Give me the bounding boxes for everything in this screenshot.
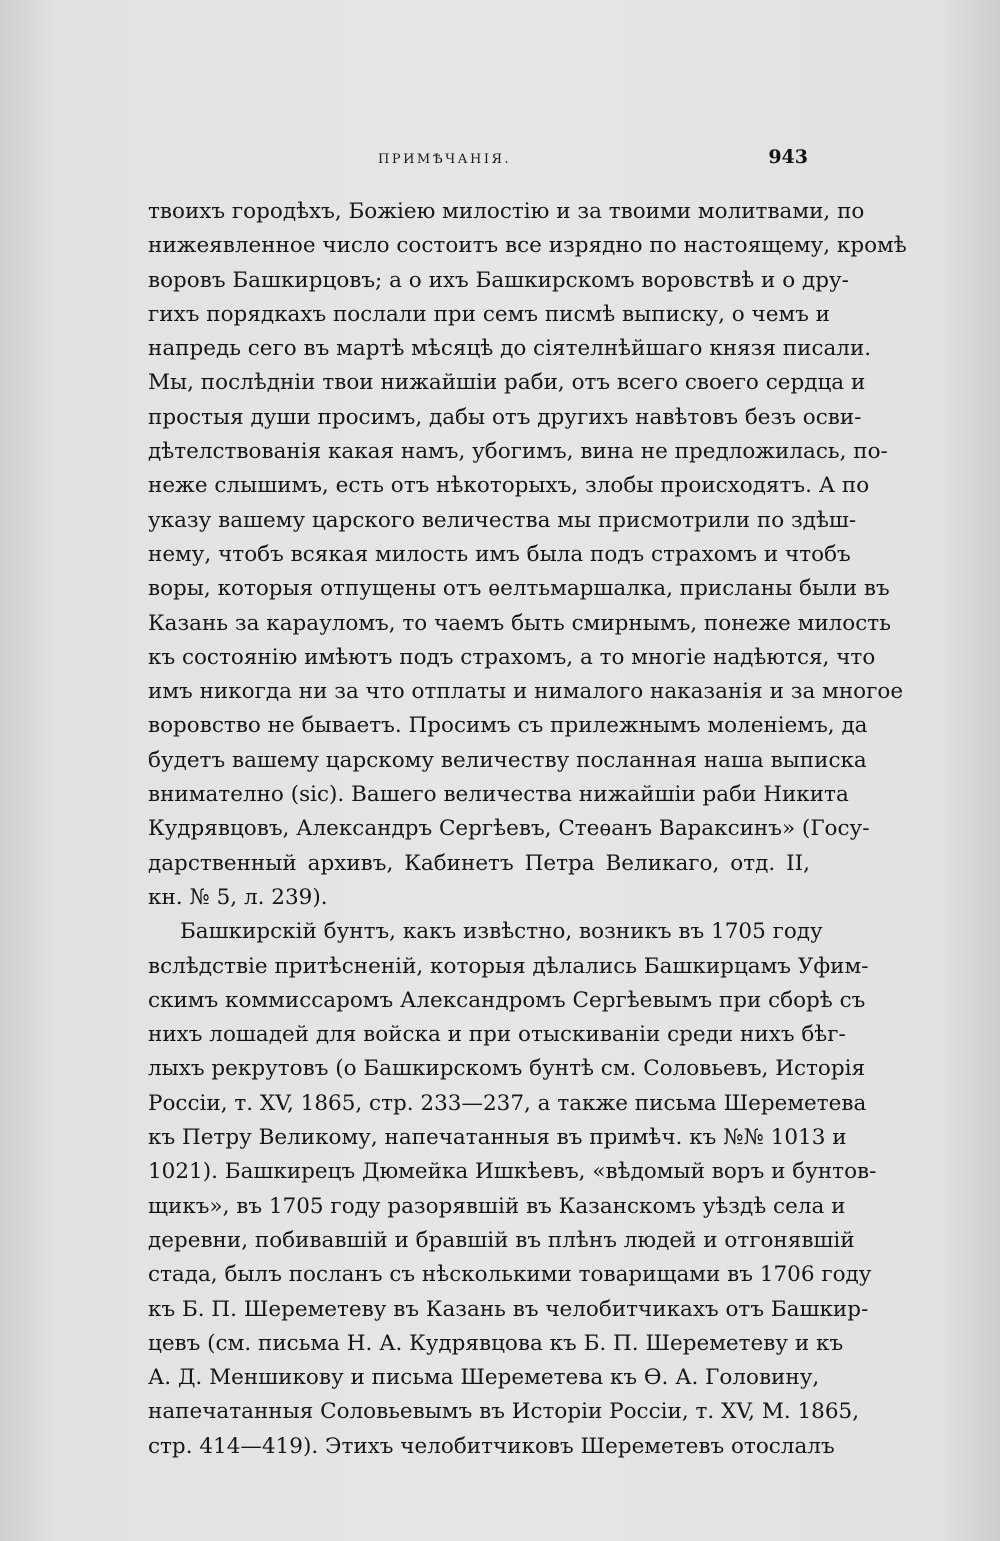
text-line: Кудрявцовъ, Александръ Сергѣевъ, Стеѳанъ Вараксинъ» (Госу-	[148, 816, 870, 842]
text-line: простыя души просимъ, дабы отъ другихъ навѣтовъ безъ осви-	[148, 404, 862, 430]
text-line: цевъ (см. письма Н. А. Кудрявцова къ Б. П. Шереметеву и къ	[148, 1330, 844, 1356]
text-line: нему, чтобъ всякая милость имъ была подъ страхомъ и чтобъ	[148, 541, 851, 567]
text-line: имъ никогда ни за что отплаты и нималого наказанія и за многое	[148, 679, 904, 705]
text-line: напредь сего въ мартѣ мѣсяцѣ до сіятелнѣйшаго князя писали.	[148, 336, 872, 362]
text-line: стр. 414—419). Этихъ челобитчиковъ Шереметевъ отослалъ	[148, 1433, 835, 1459]
text-line: дарственный архивъ, Кабинетъ Петра Великаго, отд. II,	[148, 850, 810, 876]
body-text	[148, 195, 907, 1464]
text-line: нижеявленное число состоитъ все изрядно по настоящему, кромѣ	[148, 233, 907, 259]
text-line: къ состоянію имѣютъ подъ страхомъ, а то многіе надѣются, что	[148, 644, 876, 670]
text-line: скимъ коммиссаромъ Александромъ Сергѣевымъ при сборѣ съ	[148, 987, 866, 1013]
running-head: ПРИМѢЧАНІЯ.	[378, 152, 512, 167]
paragraph-1	[148, 195, 907, 915]
text-line: нихъ лошадей для войска и при отыскиваніи среди нихъ бѣг-	[148, 1022, 846, 1048]
text-line: 1021). Башкирецъ Дюмейка Ишкѣевъ, «вѣдомый воръ и бунтов-	[148, 1159, 877, 1185]
text-line: деревни, побивавшій и бравшій въ плѣнъ людей и отгонявшій	[148, 1227, 855, 1253]
text-line: гихъ порядкахъ послали при семъ писмѣ выписку, о чемъ и	[148, 301, 831, 327]
text-line: А. Д. Меншикову и письма Шереметева къ Ѳ. А. Головину,	[148, 1365, 820, 1391]
text-line: твоихъ городѣхъ, Божіею милостію и за твоими молитвами, по	[148, 199, 865, 224]
page-number: 943	[768, 146, 808, 168]
text-line: кн. № 5, л. 239).	[148, 884, 328, 910]
text-line: Мы, послѣдніи твои нижайшіи раби, отъ всего своего сердца и	[148, 370, 866, 396]
text-line: дѣтелствованія какая намъ, убогимъ, вина не предложилась, по-	[148, 439, 888, 465]
text-line: къ Б. П. Шереметеву въ Казань въ челобитчикахъ отъ Башкир-	[148, 1296, 869, 1322]
text-line: стада, былъ посланъ съ нѣсколькими товарищами въ 1706 году	[148, 1262, 872, 1288]
text-line: внимателно (sic). Вашего величества нижайшіи раби Никита	[148, 782, 849, 808]
text-line: лыхъ рекрутовъ (о Башкирскомъ бунтѣ см. Соловьевъ, Исторія	[148, 1056, 866, 1082]
text-line: вслѣдствіе притѣсненій, которыя дѣлались Башкирцамъ Уфим-	[148, 953, 869, 979]
text-line: воровство не бываетъ. Просимъ съ прилежнымъ моленіемъ, да	[148, 713, 868, 739]
text-line: Казань за карауломъ, то чаемъ быть смирнымъ, понеже милость	[148, 610, 891, 636]
text-line: воры, которыя отпущены отъ ѳелтьмаршалка, присланы были въ	[148, 576, 890, 602]
text-line: къ Петру Великому, напечатанныя въ примѣч. къ №№ 1013 и	[148, 1125, 847, 1151]
text-line: Башкирскій бунтъ, какъ извѣстно, возникъ въ 1705 году	[180, 919, 823, 945]
text-line: будетъ вашему царскому величеству посланная наша выписка	[148, 747, 867, 773]
text-line: напечатанныя Соловьевымъ въ Исторіи Россіи, т. XV, М. 1865,	[148, 1399, 860, 1425]
text-line: неже слышимъ, есть отъ нѣкоторыхъ, злобы происходятъ. А по	[148, 473, 870, 499]
text-line: указу вашему царского величества мы присмотрили по здѣш-	[148, 507, 857, 533]
text-line: воровъ Башкирцовъ; а о ихъ Башкирскомъ воровствѣ и о дру-	[148, 267, 849, 293]
paragraph-2	[148, 915, 877, 1464]
text-line: Россіи, т. XV, 1865, стр. 233—237, а также письма Шереметева	[148, 1090, 867, 1116]
page-header	[148, 146, 808, 176]
text-line: щикъ», въ 1705 году разорявшій въ Казанскомъ уѣздѣ села и	[148, 1193, 846, 1219]
